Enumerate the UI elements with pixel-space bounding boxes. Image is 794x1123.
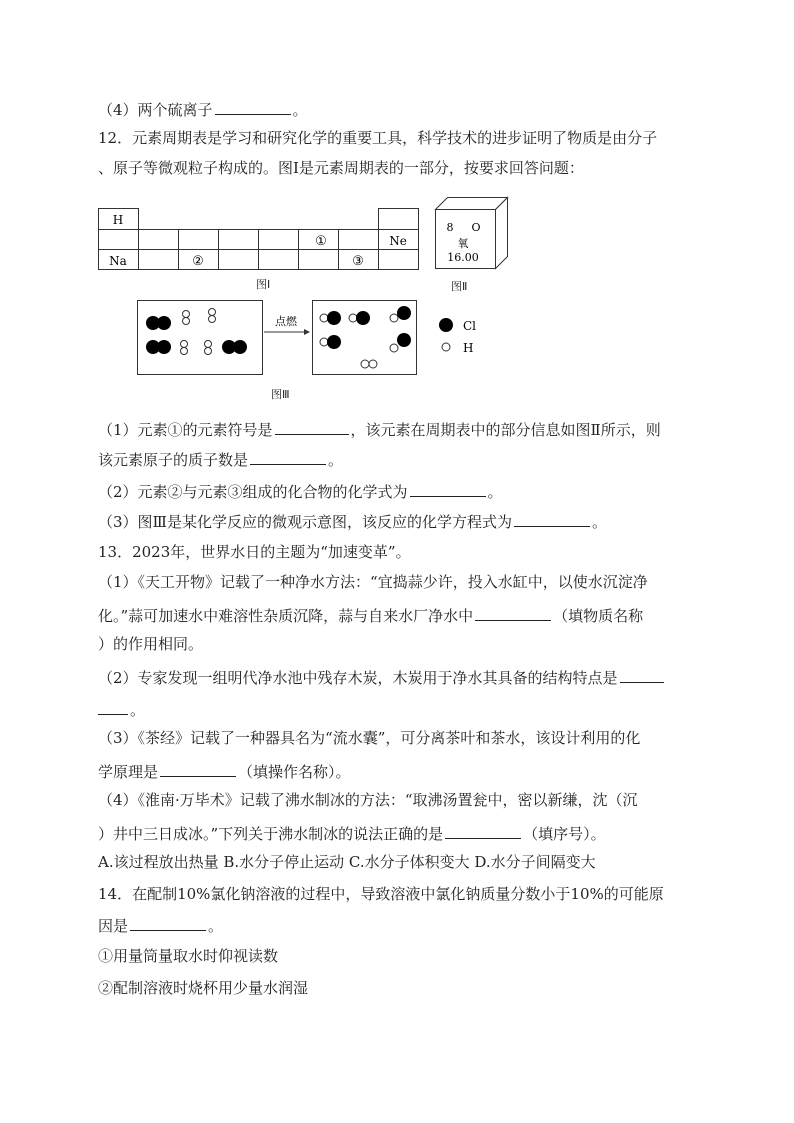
q11-4-text: （4）两个硫离子 <box>98 101 213 119</box>
q13-s2-line2: 。 <box>98 698 145 720</box>
q13-intro: 13．2023年，世界水日的主题为“加速变革”。 <box>98 543 411 561</box>
q13-s4-line2: ）井中三日成冰。”下列关于沸水制冰的说法正确的是 （填序号）。 <box>98 822 606 844</box>
arrow-condition: 点燃 <box>275 315 297 328</box>
q12-sub2: （2）元素②与元素③组成的化合物的化学式为 。 <box>98 480 503 502</box>
q13-s1-line1: （1）《天工开物》记载了一种净水方法：“宜捣蒜少许，投入水缸中，以使水沉淀净 <box>98 573 648 591</box>
cell-mark-2: ② <box>192 254 204 269</box>
legend-h: H <box>463 341 474 355</box>
legend-cl: Cl <box>463 319 477 333</box>
cell-mark-1: ① <box>315 234 327 249</box>
answer-blank[interactable] <box>410 480 486 497</box>
q14-line2: 因是 。 <box>98 914 223 936</box>
q13-s3-line1: （3）《茶经》记载了一种器具名为“流水囊”，可分离茶叶和茶水，该设计利用的化 <box>98 729 641 747</box>
q13-s3-line2: 学原理是 （填操作名称）。 <box>98 760 351 782</box>
cell-h: H <box>112 213 124 227</box>
element-symbol: O <box>471 221 481 234</box>
answer-blank[interactable] <box>130 914 206 931</box>
answer-blank[interactable] <box>215 98 291 115</box>
atomic-mass: 16.00 <box>447 251 479 264</box>
q12-sub3: （3）图Ⅲ是某化学反应的微观示意图，该反应的化学方程式为 。 <box>98 510 607 532</box>
figure-1-periodic-table <box>96 205 426 275</box>
q14-line1: 14．在配制10%氯化钠溶液的过程中，导致溶液中氯化钠质量分数小于10%的可能原 <box>98 885 664 903</box>
q14-option-1: ①用量筒量取水时仰视读数 <box>98 947 279 965</box>
atomic-number: 8 <box>446 221 454 234</box>
figure-2-label: 图Ⅱ <box>451 280 468 293</box>
q13-s1-line3: ）的作用相同。 <box>98 635 204 653</box>
q12-sub1-line2: 该元素原子的质子数是 。 <box>98 448 343 470</box>
cell-na: Na <box>109 254 127 268</box>
answer-blank[interactable] <box>160 760 236 777</box>
q12-intro-1: 12．元素周期表是学习和研究化学的重要工具，科学技术的进步证明了物质是由分子 <box>98 129 658 147</box>
answer-blank[interactable] <box>250 448 326 465</box>
answer-blank[interactable] <box>275 418 349 435</box>
q13-s1-line2: 化。”蒜可加速水中难溶性杂质沉降，蒜与自来水厂净水中 （填物质名称 <box>98 604 643 626</box>
answer-blank[interactable] <box>445 822 521 839</box>
figure-2-element-cube <box>432 196 512 272</box>
answer-blank[interactable] <box>475 604 551 621</box>
q14-option-2: ②配制溶液时烧杯用少量水润湿 <box>98 979 309 997</box>
q12-intro-2: 、原子等微观粒子构成的。图Ⅰ是元素周期表的一部分，按要求回答问题： <box>98 159 584 177</box>
cell-ne: Ne <box>389 234 407 248</box>
cell-mark-3: ③ <box>352 254 364 269</box>
element-name: 氧 <box>457 237 469 250</box>
q13-s4-line1: （4）《淮南·万毕术》记载了沸水制冰的方法：“取沸汤置瓮中，密以新缣，沈（沉 <box>98 791 638 809</box>
q13-s4-options: A.该过程放出热量 B.水分子停止运动 C.水分子体积变大 D.水分子间隔变大 <box>98 853 596 871</box>
q13-s2-line1: （2）专家发现一组明代净水池中残存木炭，木炭用于净水其具备的结构特点是 <box>98 666 666 688</box>
figure-1-label: 图Ⅰ <box>256 278 271 291</box>
figure-3-label: 图Ⅲ <box>271 388 290 401</box>
answer-blank[interactable] <box>514 510 590 527</box>
answer-blank[interactable] <box>620 666 664 683</box>
q12-sub1-line1: （1）元素①的元素符号是 ，该元素在周期表中的部分信息如图Ⅱ所示，则 <box>98 418 661 440</box>
answer-blank-cont[interactable] <box>98 698 128 715</box>
figure-3-reaction-diagram <box>136 296 496 378</box>
q11-4: （4）两个硫离子 。 <box>98 98 308 120</box>
